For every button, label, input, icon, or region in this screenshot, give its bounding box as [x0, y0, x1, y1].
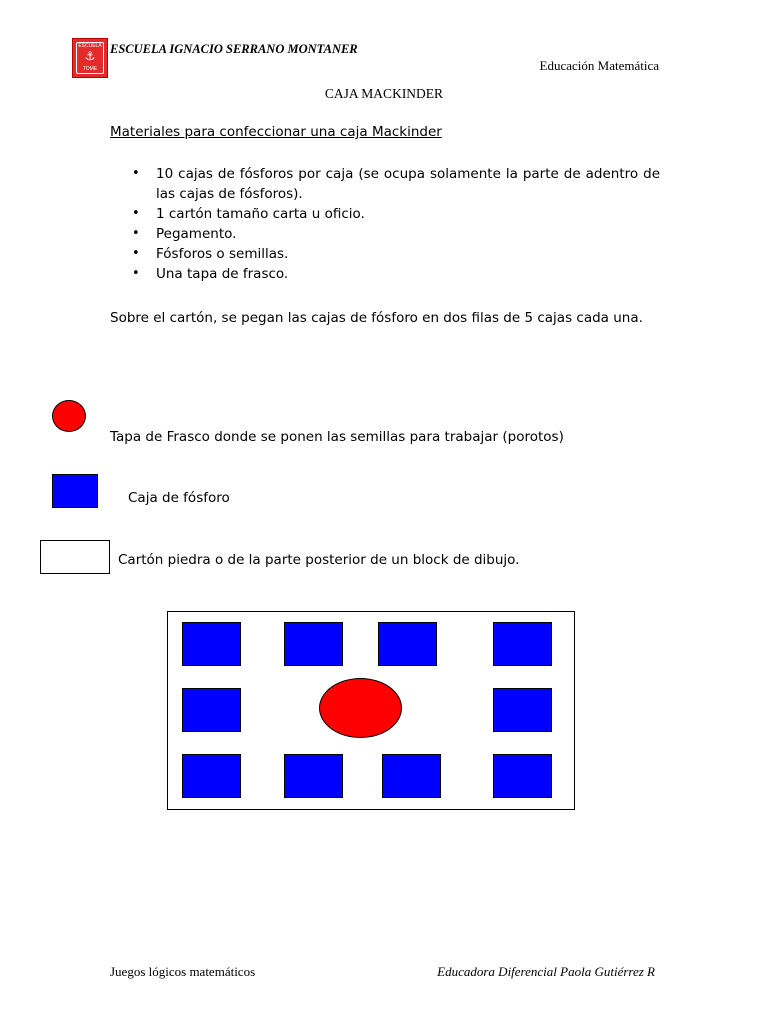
matchbox [182, 754, 241, 798]
jar-lid [319, 678, 402, 738]
matchbox [182, 622, 241, 666]
page-title: CAJA MACKINDER [324, 86, 444, 101]
materials-list [110, 164, 660, 284]
lid-legend-symbol [52, 400, 86, 432]
footer-author: Educadora Diferencial Paola Gutiérrez R [437, 964, 655, 979]
list-item: • Pegamento. [110, 224, 660, 244]
matchbox [493, 688, 552, 732]
matchbox-legend-symbol [52, 474, 98, 508]
list-item: • Una tapa de frasco. [110, 264, 660, 284]
mackinder-box-diagram [167, 611, 575, 810]
list-item: • 1 cartón tamaño carta u oficio. [110, 204, 660, 224]
logo-top-text: ESCUELA [78, 43, 102, 49]
school-logo [72, 38, 108, 78]
list-item: • 10 cajas de fósforos por caja (se ocupa solamente la parte de adentro de las cajas de fósforos). [110, 164, 660, 204]
matchbox [182, 688, 241, 732]
footer-course: Juegos lógicos matemáticos [110, 964, 256, 979]
list-item: • Fósforos o semillas. [110, 244, 660, 264]
subject-label: Educación Matemática [539, 58, 659, 73]
matchbox [493, 754, 552, 798]
board-legend-symbol [40, 540, 110, 574]
anchor-icon: ⚓ [84, 49, 96, 63]
matchbox [493, 622, 552, 666]
board-legend-label: Cartón piedra o de la parte posterior de un block de dibujo. [118, 552, 520, 568]
materials-heading: Materiales para confeccionar una caja Mackinder [110, 124, 442, 140]
instruction-paragraph: Sobre el cartón, se pegan las cajas de fósforo en dos filas de 5 cajas cada una. [110, 310, 643, 326]
matchbox [284, 754, 343, 798]
school-name: ESCUELA IGNACIO SERRANO MONTANER [110, 42, 358, 56]
matchbox [378, 622, 437, 666]
lid-legend-label: Tapa de Frasco donde se ponen las semillas para trabajar (porotos) [110, 429, 564, 445]
matchbox [382, 754, 441, 798]
matchbox [284, 622, 343, 666]
logo-bottom-text: TOME [82, 66, 98, 72]
matchbox-legend-label: Caja de fósforo [128, 490, 230, 506]
